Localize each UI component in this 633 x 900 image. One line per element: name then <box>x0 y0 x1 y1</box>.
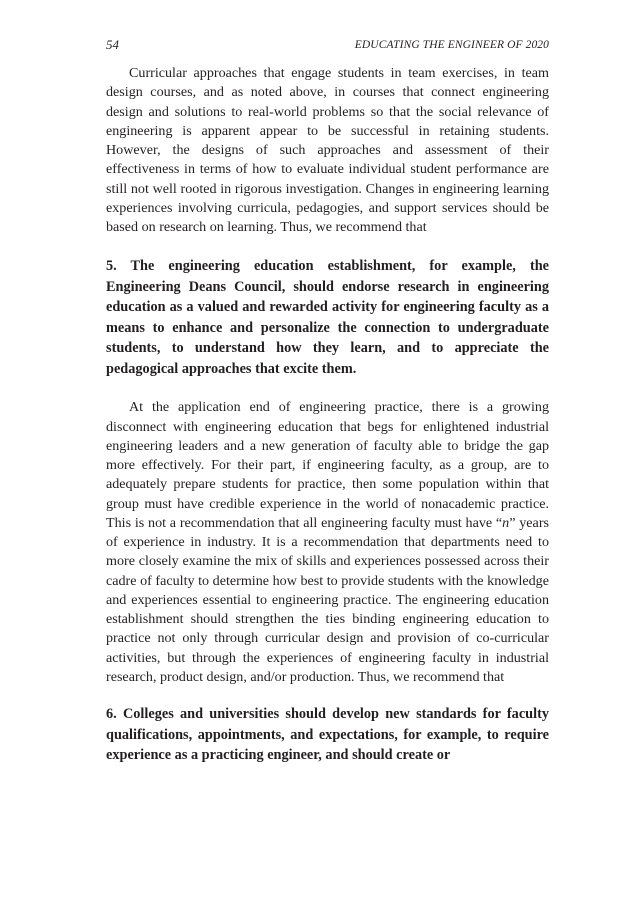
book-page <box>106 34 549 766</box>
recommendation-5: 5. The engineering education establishment, for example, the Engineering Deans Council, should endorse research in engineering education as a valued and rewarded activity for engineering faculty as a means to enhance and personalize the connection to undergraduate students, to understand how they learn, and to appreciate the pedagogical approaches that excite them. <box>106 258 549 377</box>
running-head <box>106 34 549 56</box>
page-number: 54 <box>106 37 119 52</box>
paragraph-curricular-approaches: Curricular approaches that engage students in team exercises, in team design courses, and as noted above, in courses that connect engineering design and solutions to real-world problems so that the social relevance of engineering is apparent appear to be successful in retaining students. However, the designs of such approaches and assessment of their effectiveness in terms of how to evaluate individual student performance are still not well rooted in rigorous investigation. Changes in engineering learning experiences involving curricula, pedagogies, and support services should be based on research on learning. Thus, we recommend that <box>106 65 549 235</box>
paragraph-application-end-part2: ” years of experience in industry. It is a recommendation that departments need to more closely examine the mix of skills and experiences possessed across their cadre of faculty to determine how best to provide students with the knowledge and experiences essential to engineering practice. The engineering education establishment should strengthen the ties binding engineering education to practice not only through curricular design and provision of co-curricular activities, but through the experiences of engineering faculty in industrial research, product design, and/or production. Thus, we recommend that <box>106 514 549 685</box>
recommendation-6: 6. Colleges and universities should develop new standards for faculty qualifications, appointments, and expectations, for example, to require experience as a practicing engineer, and should create or <box>106 706 549 763</box>
paragraph-application-end <box>106 398 549 687</box>
paragraph-application-end-part1: At the application end of engineering practice, there is a growing disconnect with engineering education that begs for enlightened industrial engineering leaders and a new generation of faculty able to bridge the gap more effectively. For their part, if engineering faculty, as a group, are to adequately prepare students for practice, then some population within that group must have credible experience in the world of nonacademic practice. This is not a recommendation that all engineering faculty must have “ <box>106 399 549 531</box>
italic-n: n <box>502 514 510 531</box>
running-title: EDUCATING THE ENGINEER OF 2020 <box>354 39 549 51</box>
body-text <box>106 64 549 766</box>
